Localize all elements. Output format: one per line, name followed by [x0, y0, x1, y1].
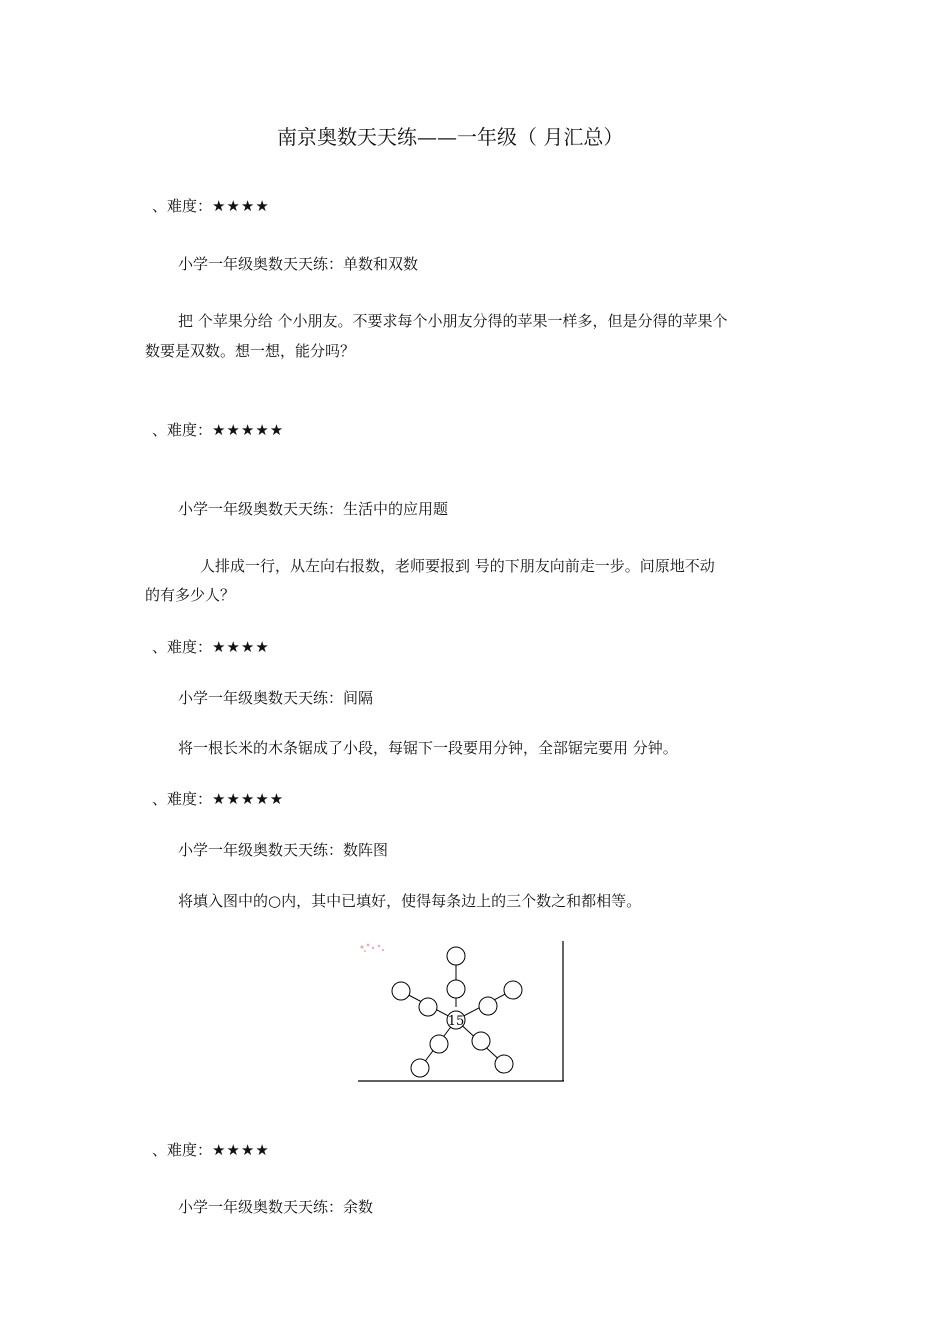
- problem-1-text-line1: 把 个苹果分给 个小朋友。不要求每个小朋友分得的苹果一样多，但是分得的苹果个: [178, 312, 728, 330]
- circle-right-inner: [479, 997, 497, 1015]
- difficulty-label: 、难度：: [152, 790, 213, 808]
- problem-4-text-line1: 将填入图中的○内，其中已填好，使得每条边上的三个数之和都相等。: [178, 892, 642, 910]
- topic-1: 小学一年级奥数天天练：单数和双数: [178, 255, 419, 273]
- circle-right-outer: [504, 981, 522, 999]
- circle-left-outer: [392, 982, 410, 1000]
- difficulty-2: [152, 420, 284, 440]
- circle-left-inner: [419, 998, 437, 1016]
- problem-3-text-line1: 将一根长米的木条锯成了小段，每锯下一段要用分钟，全部锯完要用 分钟。: [178, 739, 678, 757]
- topic-5: 小学一年级奥数天天练：余数: [178, 1198, 374, 1216]
- circle-top-inner: [447, 980, 465, 998]
- difficulty-label: 、难度：: [152, 421, 213, 439]
- difficulty-4: [152, 789, 284, 809]
- difficulty-label: 、难度：: [152, 197, 213, 215]
- difficulty-label: 、难度：: [152, 638, 213, 656]
- topic-4: 小学一年级奥数天天练：数阵图: [178, 841, 389, 859]
- circle-lowerleft-inner: [430, 1035, 448, 1053]
- problem-1-text-line2: 数要是双数。想一想，能分吗？: [145, 342, 356, 360]
- difficulty-3: [152, 637, 270, 657]
- difficulty-1: [152, 196, 270, 216]
- number-array-figure: [352, 938, 568, 1090]
- topic-2: 小学一年级奥数天天练：生活中的应用题: [178, 500, 449, 518]
- circle-lowerleft-outer: [411, 1059, 429, 1077]
- circle-top-outer: [447, 947, 465, 965]
- difficulty-stars: ★★★★: [212, 197, 270, 215]
- faint-mark: [360, 944, 384, 952]
- center-number: 15: [447, 1014, 465, 1029]
- difficulty-stars: ★★★★★: [212, 421, 285, 439]
- difficulty-stars: ★★★★★: [212, 790, 285, 808]
- difficulty-label: 、难度：: [152, 1141, 213, 1159]
- difficulty-stars: ★★★★: [212, 1141, 270, 1159]
- circle-lowerright-inner: [472, 1032, 490, 1050]
- problem-2-text-line1: 人排成一行，从左向右报数，老师要报到 号的下朋友向前走一步。问原地不动: [200, 557, 715, 575]
- page-title: 南京奥数天天练——一年级（ 月汇总）: [277, 125, 624, 149]
- problem-2-text-line2: 的有多少人？: [145, 586, 236, 604]
- difficulty-stars: ★★★★: [212, 638, 270, 656]
- difficulty-5: [152, 1140, 270, 1160]
- topic-3: 小学一年级奥数天天练：间隔: [178, 689, 374, 707]
- circle-lowerright-outer: [495, 1055, 513, 1073]
